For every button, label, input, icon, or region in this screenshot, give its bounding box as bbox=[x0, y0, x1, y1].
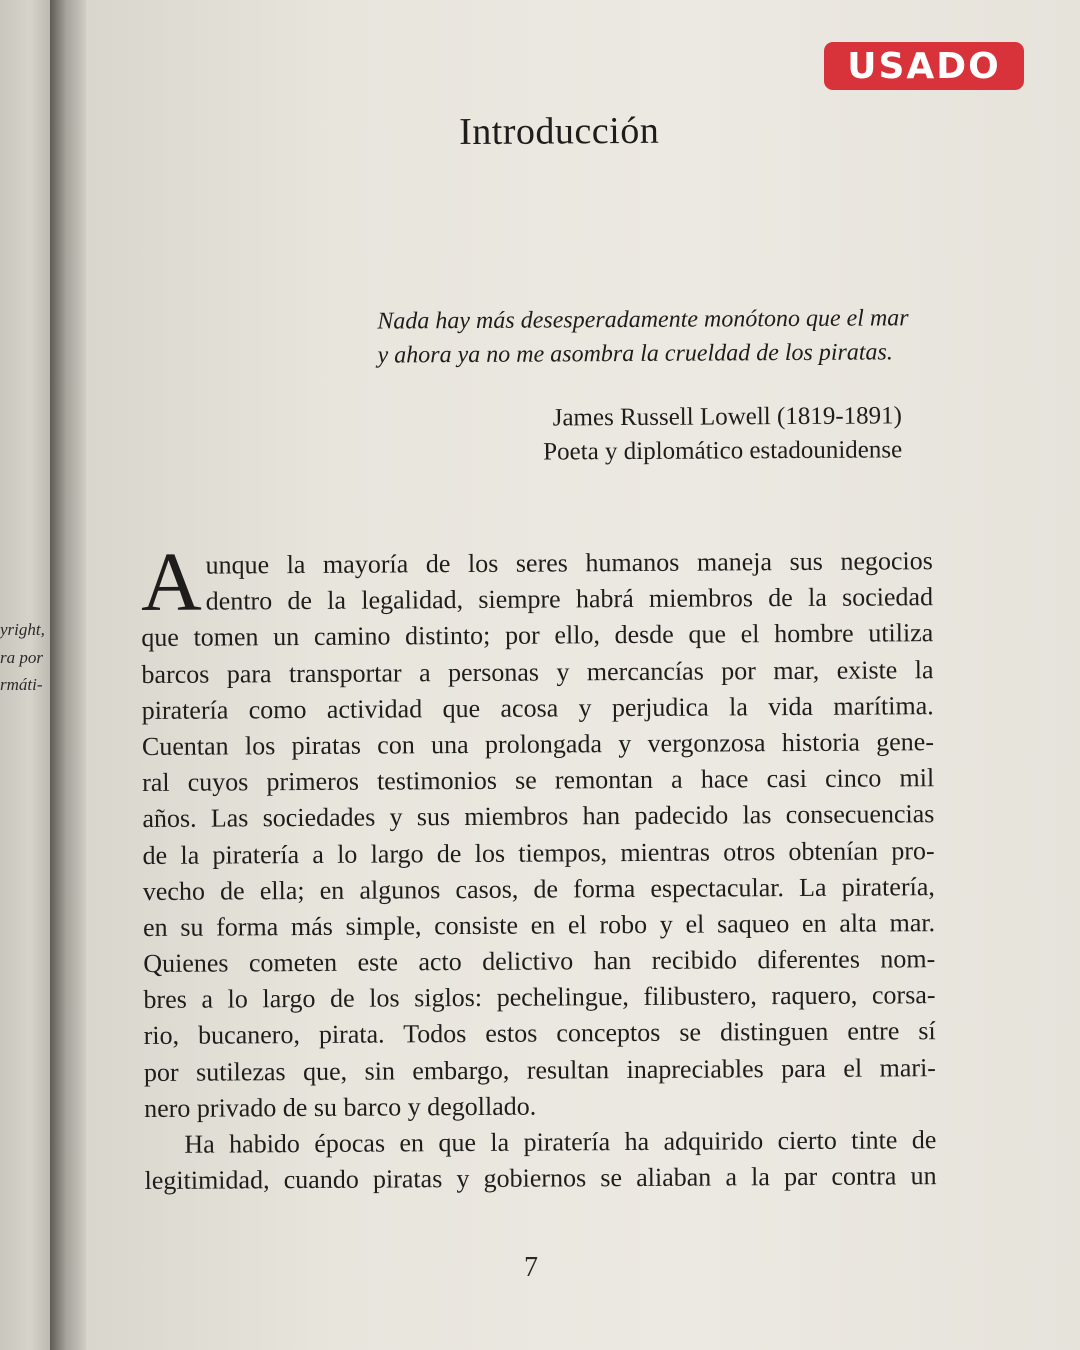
epigraph bbox=[377, 301, 931, 372]
text-line: vecho de ella; en algunos casos, de forma espectacular. La piratería, bbox=[142, 871, 935, 906]
text-line: en su forma más simple, consiste en el robo y el saqueo en alta mar. bbox=[142, 908, 936, 942]
paragraph-2 bbox=[144, 1122, 936, 1199]
text-line: piratería como actividad que acosa y perjudica la vida marítima. bbox=[141, 690, 934, 725]
epigraph-author-role: Poeta y diplomático estadounidense bbox=[543, 436, 903, 466]
text-line: Ha habido épocas en que la piratería ha adquirido cierto tinte de bbox=[184, 1125, 937, 1159]
paragraph-1 bbox=[141, 616, 936, 1127]
left-page-fragment: yright, bbox=[0, 620, 45, 639]
text-line: barcos para transportar a personas y mercancías por mar, existe la bbox=[141, 654, 934, 689]
epigraph-author: James Russell Lowell (1819-1891) bbox=[552, 402, 903, 432]
text-line: por sutilezas que, sin embargo, resultan inapreciables para el mari- bbox=[143, 1052, 937, 1087]
text-line: bres a lo largo de los siglos: pechelingue, filibustero, raquero, corsa- bbox=[143, 980, 936, 1015]
text-line: ral cuyos primeros testimonios se remontan a hace casi cinco mil bbox=[142, 763, 935, 798]
body-text bbox=[140, 535, 937, 1199]
text-line: Quienes cometen este acto delictivo han recibido diferentes nom- bbox=[143, 944, 936, 979]
page-content bbox=[138, 95, 937, 1199]
text-line: Cuentan los piratas con una prolongada y vergonzosa historia gene- bbox=[141, 727, 935, 761]
text-line: dentro de la legalidad, siempre habrá miembros de la sociedad bbox=[205, 582, 934, 616]
text-line: unque la mayoría de los seres humanos maneja sus negocios bbox=[205, 546, 933, 580]
book-gutter bbox=[50, 0, 86, 1350]
epigraph-line: Nada hay más desesperadamente monótono que el mar bbox=[377, 305, 909, 335]
chapter-title: Introducción bbox=[458, 109, 660, 154]
text-line: que tomen un camino distinto; por ello, desde que el hombre utiliza bbox=[141, 618, 934, 653]
epigraph-line: y ahora ya no me asombra la crueldad de los piratas. bbox=[377, 339, 893, 369]
epigraph-attribution bbox=[140, 399, 932, 472]
text-line: años. Las sociedades y sus miembros han padecido las consecuencias bbox=[142, 799, 935, 834]
left-page-fragment: ra por bbox=[0, 648, 43, 667]
text-line: legitimidad, cuando piratas y gobiernos se aliaban a la par contra un bbox=[144, 1161, 937, 1196]
text-line: rio, bucanero, pirata. Todos estos conceptos se distinguen entre sí bbox=[143, 1016, 936, 1051]
text-line: nero privado de su barco y degollado. bbox=[144, 1091, 537, 1123]
page-number: 7 bbox=[524, 1252, 538, 1283]
left-page-edge bbox=[0, 0, 50, 1350]
text-line: de la piratería a lo largo de los tiempos, mientras otros obtenían pro- bbox=[142, 835, 935, 870]
left-page-fragment: rmáti- bbox=[0, 675, 43, 694]
used-badge: USADO bbox=[824, 42, 1024, 90]
drop-cap: A bbox=[140, 535, 202, 629]
